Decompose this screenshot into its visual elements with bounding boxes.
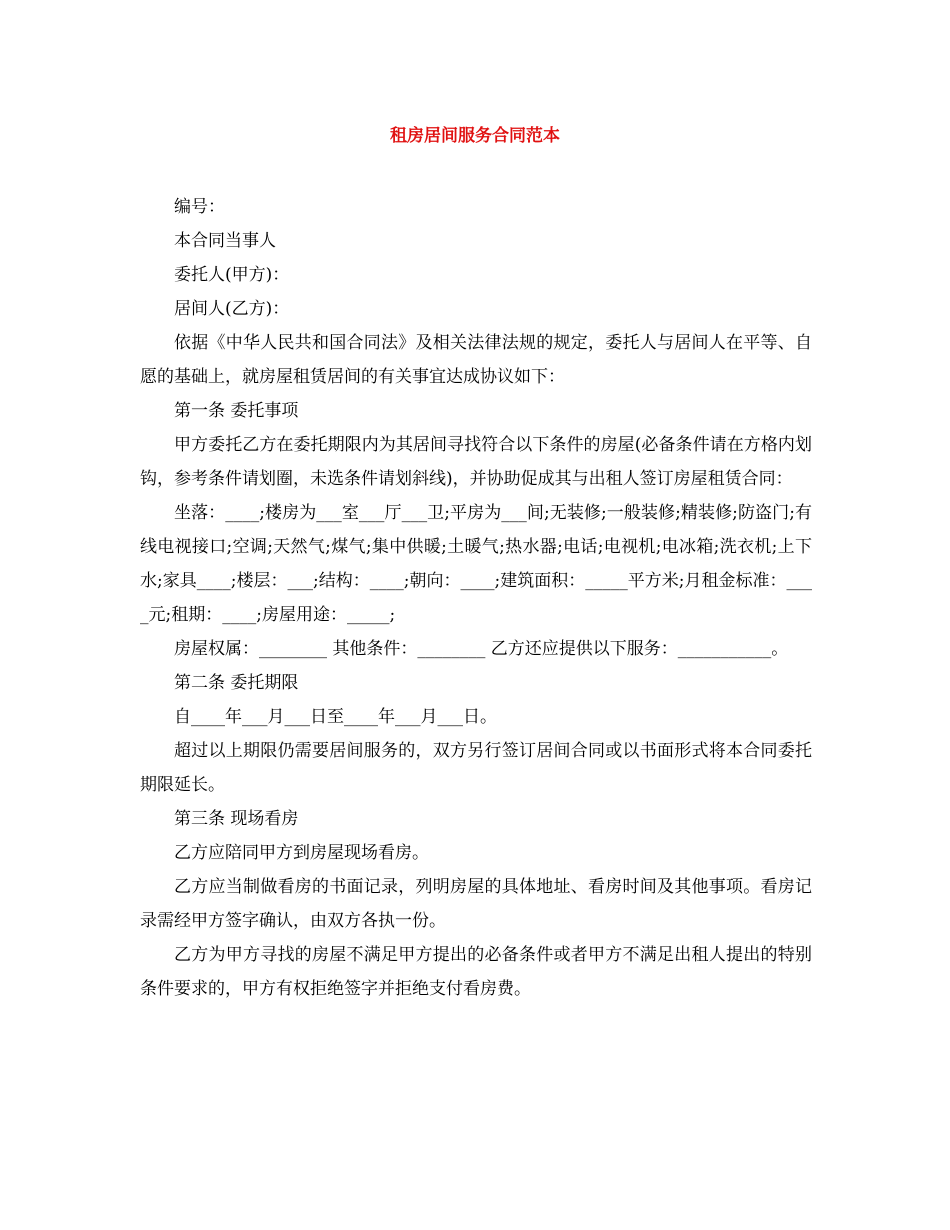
- parties-heading: 本合同当事人: [174, 231, 276, 251]
- article-1-heading: 第一条 委托事项: [174, 401, 299, 421]
- preamble-paragraph: 依据《中华人民共和国合同法》及相关法律法规的规定，委托人与居间人在平等、自愿的基础上，就房屋租赁居间的有关事宜达成协议如下：: [140, 333, 812, 387]
- article-1-paragraph: 甲方委托乙方在委托期限内为其居间寻找符合以下条件的房屋(必备条件请在方格内划钩，参考条件请划圈，未选条件请划斜线)，并协助促成其与出租人签订房屋租赁合同：: [140, 435, 812, 489]
- viewing-paragraph-2: 乙方应当制做看房的书面记录，列明房屋的具体地址、看房时间及其他事项。看房记录需经甲方签字确认，由双方各执一份。: [140, 877, 812, 931]
- document-body: [140, 190, 812, 1006]
- other-conditions-paragraph: 房屋权属：________ 其他条件：________ 乙方还应提供以下服务：___________。: [174, 639, 789, 659]
- viewing-paragraph-3: 乙方为甲方寻找的房屋不满足甲方提出的必备条件或者甲方不满足出租人提出的特别条件要求的，甲方有权拒绝签字并拒绝支付看房费。: [140, 945, 812, 999]
- party-a-line: 委托人(甲方)：: [174, 265, 290, 285]
- party-b-line: 居间人(乙方)：: [174, 299, 290, 319]
- viewing-paragraph-1: 乙方应陪同甲方到房屋现场看房。: [174, 843, 429, 863]
- property-conditions-paragraph: 坐落：____;楼房为___室___厅___卫;平房为___间;无装修;一般装修;精装修;防盗门;有线电视接口;空调;天然气;煤气;集中供暖;土暖气;热水器;电话;电视机;电冰箱;洗衣机;上下水;家具____;楼层：___;结构：____;朝向：____;建筑面积：_____平方米;月租金标准：____元;租期：____;房屋用途：_____;: [140, 503, 812, 625]
- contract-number: 编号：: [174, 197, 225, 217]
- term-dates-line: 自____年___月___日至____年___月___日。: [174, 707, 497, 727]
- document-title: 租房居间服务合同范本: [390, 126, 560, 146]
- article-2-heading: 第二条 委托期限: [174, 673, 299, 693]
- term-extension-paragraph: 超过以上期限仍需要居间服务的，双方另行签订居间合同或以书面形式将本合同委托期限延长。: [140, 741, 812, 795]
- article-3-heading: 第三条 现场看房: [174, 809, 299, 829]
